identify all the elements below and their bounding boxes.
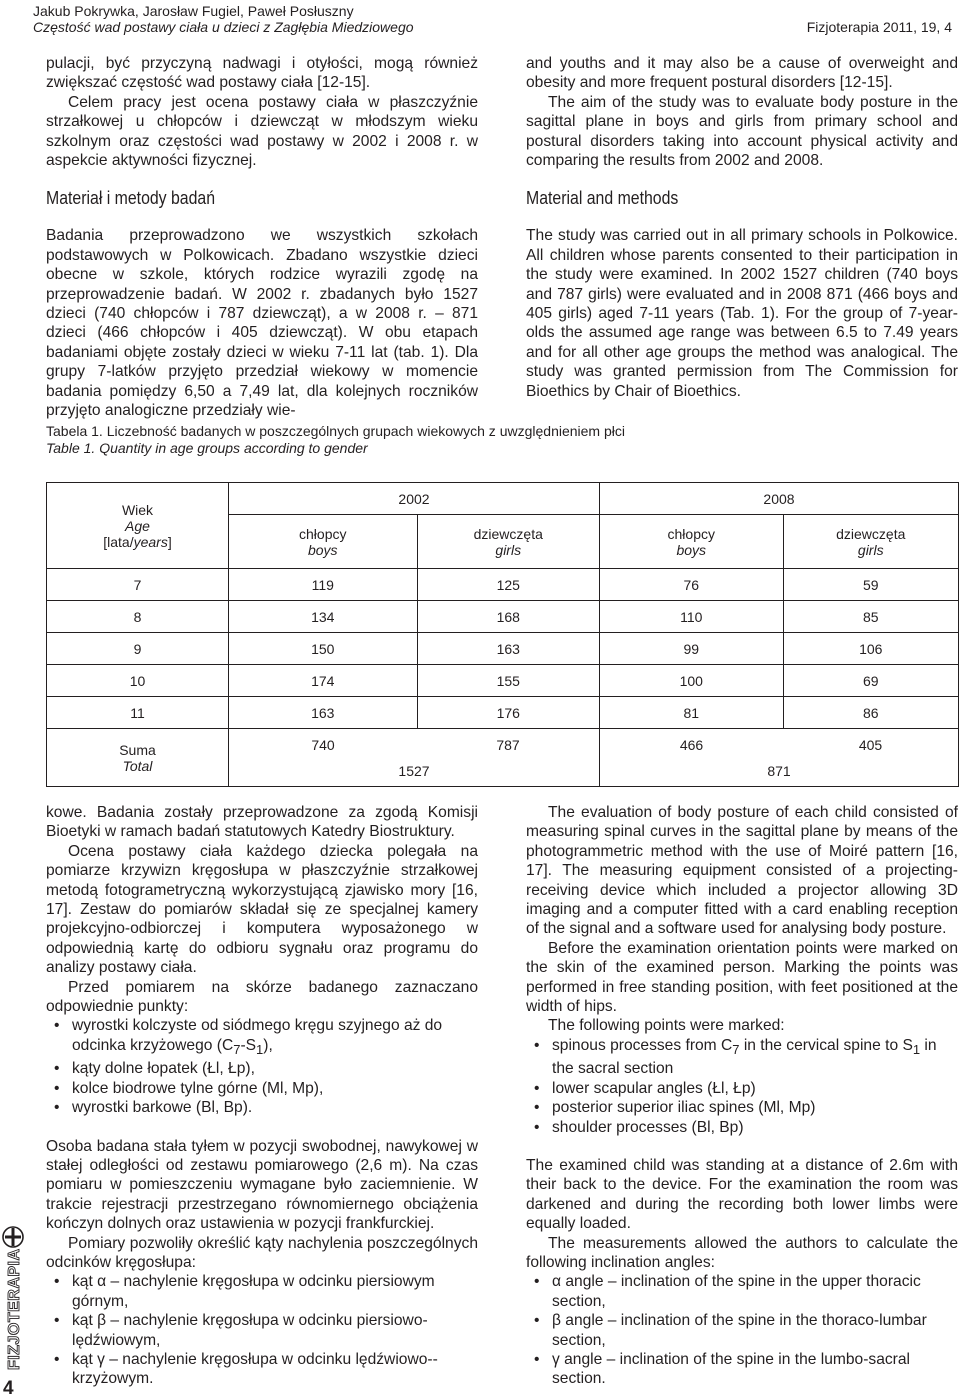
paragraph: Przed pomiarem na skórze badanego zaznaczano odpowiednie punkty: — [46, 978, 478, 1016]
top-right-column — [526, 54, 958, 401]
paragraph: pulacji, być przyczyną nadwagi i otyłości, mogą również zwiększać częstość wad postawy ciała [12-15]. — [46, 55, 478, 92]
paragraph: The examined child was standing at a distance of 2.6m with their back to the device. For the examination the room was darkened and during the recording both lower limbs were equally loaded. — [526, 1157, 958, 1233]
list-item: • wyrostki kolczyste od siódmego kręgu szyjnego aż do odcinka krzyżowego $(C_7-S_1)$, — [46, 1016, 478, 1059]
year-2002-header: 2002 — [229, 483, 600, 515]
angles-list — [526, 1272, 958, 1388]
bottom-left-column — [46, 803, 478, 1389]
paragraph: Before the examination orientation points were marked on the skin of the examined person. Marking the points was performed in free standing position, with feet positioned at the width of hips. — [526, 939, 958, 1016]
paragraph: kowe. Badania zostały przeprowadzone za zgodą Komisji Bioetyki w ramach badań statutowych Katedry Biostruktury. — [46, 804, 478, 841]
table-total-row — [47, 729, 959, 787]
list-item: • shoulder processes (Bl, Bp) — [526, 1118, 958, 1137]
table-caption — [46, 423, 625, 457]
angles-list — [46, 1272, 478, 1388]
list-item: • kąt α – nachylenie kręgosłupa w odcinku piersiowym górnym, — [46, 1272, 478, 1311]
total-2002-cell: 740 787 1527 — [229, 729, 600, 787]
paragraph: Pomiary pozwoliły określić kąty nachylenia poszczególnych odcinków kręgosłupa: — [46, 1234, 478, 1272]
paragraph: The aim of the study was to evaluate body posture in the sagittal plane in boys and girls from primary school and postural disorders taking into account physical activity and comparing the results from 2002 and 2008. — [526, 93, 958, 170]
caption-english: Table 1. Quantity in age groups according to gender — [46, 440, 368, 456]
girls-header: dziewczęta girls — [783, 515, 959, 569]
journal-logo-icon — [0, 1225, 26, 1375]
section-heading: Materiał i metody badań — [46, 188, 216, 209]
paragraph: The measurements allowed the authors to calculate the following inclination angles: — [526, 1234, 958, 1272]
list-item: • kolce biodrowe tylne górne (Ml, Mp), — [46, 1079, 478, 1098]
list-item: • posterior superior iliac spines (Ml, Mp) — [526, 1098, 958, 1117]
running-header-left — [33, 3, 414, 35]
header-authors: Jakub Pokrywka, Jarosław Fugiel, Paweł Posłuszny — [33, 3, 354, 19]
header-article-title: Częstość wad postawy ciała u dzieci z Zagłębia Miedziowego — [33, 19, 414, 35]
header-journal: Fizjoterapia 2011, 19, 4 — [806, 19, 952, 35]
age-gender-table — [46, 482, 959, 787]
list-item: • kąty dolne łopatek (Łl, Łp), — [46, 1059, 478, 1078]
points-list — [46, 1016, 478, 1117]
list-item: • α angle – inclination of the spine in the upper thoracic section, — [526, 1272, 958, 1311]
list-item: • spinous processes from $C_7$ in the cervical spine to $S_1$ in the sacral section — [526, 1036, 958, 1079]
list-item: • lower scapular angles (Łl, Łp) — [526, 1079, 958, 1098]
age-label-en: Age — [125, 517, 150, 534]
paragraph: The study was carried out in all primary schools in Polkowice. All children whose parents consented to their participation in the study were examined. In 2002 1527 children (740 boys and 787 girls) were evaluated and in 2008 871 (466 boys and 405 girls) aged 7-11 years (Tab. 1). For the group of 7-year-olds the assumed age range was between 6.5 to 7.49 years and for all other age groups the method was analogical. The study was granted permission from The Commission for Bioethics by Chair of Bioethics. — [526, 227, 958, 400]
list-item: • β angle – inclination of the spine in the thoraco-lumbar section, — [526, 1311, 958, 1350]
table-row: 8 134 168 110 85 — [47, 601, 959, 633]
caption-polish: Tabela 1. Liczebność badanych w poszczególnych grupach wiekowych z uwzględnieniem płci — [46, 423, 625, 439]
paragraph: Ocena postawy ciała każdego dziecka polegała na pomiarze krzywizn kręgosłupa w płaszczyźnie strzałkowej metodą fotogrametryczną wykorzystującą zjawisko mory [16, 17]. Zestaw do pomiarów składał się ze specjalnej kamery projekcyjno-odbiorczej i komputera wyposażonego w odpowiednią kartę do odbioru sygnału oraz programu do analizy postawy ciała. — [46, 842, 478, 977]
section-heading: Material and methods — [526, 188, 679, 209]
paragraph: The following points were marked: — [548, 1017, 785, 1035]
list-item: • kąt γ – nachylenie kręgosłupa w odcinku lędźwiowo--krzyżowym. — [46, 1350, 478, 1389]
table-row: 11 163 176 81 86 — [47, 697, 959, 729]
table-row: 10 174 155 100 69 — [47, 665, 959, 697]
paragraph: and youths and it may also be a cause of overweight and obesity and more frequent postural disorders [12-15]. — [526, 55, 958, 92]
girls-header: dziewczęta girls — [417, 515, 600, 569]
paragraph: Celem pracy jest ocena postawy ciała w płaszczyźnie strzałkowej u chłopców i dziewcząt w młodszym wieku szkolnym oraz częstości wad postawy w 2002 i 2008 r. w aspekcie aktywności fizycznej. — [46, 93, 478, 170]
sidebar-brand: FIZJOTERAPIA — [6, 1248, 23, 1370]
boys-header: chłopcy boys — [600, 515, 784, 569]
table-row: 7 119 125 76 59 — [47, 569, 959, 601]
age-header-cell — [47, 483, 229, 569]
list-item: • kąt β – nachylenie kręgosłupa w odcinku piersiowo-lędźwiowym, — [46, 1311, 478, 1350]
paragraph: Osoba badana stała tyłem w pozycji swobodnej, nawykowej w stałej odległości od zestawu pomiarowego (2,6 m). Na czas pomiaru w pomieszczeniu wymagane było zaciemnienie. W trakcie rejestracji przestrzegano równomiernego obciążenia kończyn dolnych oraz ustawienia w pozycji frankfurckiej. — [46, 1137, 478, 1233]
year-2008-header: 2008 — [600, 483, 959, 515]
journal-sidebar — [0, 1225, 26, 1400]
list-item: • γ angle – inclination of the spine in the lumbo-sacral section. — [526, 1350, 958, 1389]
total-2008-cell: 466 405 871 — [600, 729, 959, 787]
page-number: 4 — [3, 1378, 14, 1399]
boys-header: chłopcy boys — [229, 515, 418, 569]
points-list — [526, 1036, 958, 1137]
age-unit: [lata/years] — [103, 533, 172, 550]
total-label-cell: Suma Total — [47, 729, 229, 787]
list-item: • wyrostki barkowe (Bl, Bp). — [46, 1098, 478, 1117]
bottom-right-column — [526, 803, 958, 1389]
age-label-pl: Wiek — [121, 501, 154, 518]
paragraph: The evaluation of body posture of each child consisted of measuring spinal curves in the sagittal plane by means of the photogrammetric method with the use of Moiré pattern [16, 17]. The measuring equipment consisted of a projecting-receiving device which included a projector allowing 3D imaging and a computer fitted with a card enabling reception of the signal and a software used for analysing body posture. — [526, 804, 958, 938]
paragraph: Badania przeprowadzono we wszystkich szkołach podstawowych w Polkowicach. Zbadano wszystkie dzieci obecne w szkole, których rodzice wyrazili zgodę na przeprowadzenie badań. W 2002 r. zbadanych było 1527 dzieci (740 chłopców i 787 dziewcząt), a w 2008 r. – 871 dzieci (466 chłopców i 405 dziewcząt). W obu etapach badaniami objęte zostały dzieci w wieku 7-11 lat (tab. 1). Dla grupy 7-latków przyjęto przedział wiekowy w momencie badania pomiędzy 6,50 a 7,49 lat, dla kolejnych roczników przyjęto analogiczne przedziały wie- — [46, 227, 478, 420]
table-row: 9 150 163 99 106 — [47, 633, 959, 665]
top-left-column — [46, 54, 478, 421]
